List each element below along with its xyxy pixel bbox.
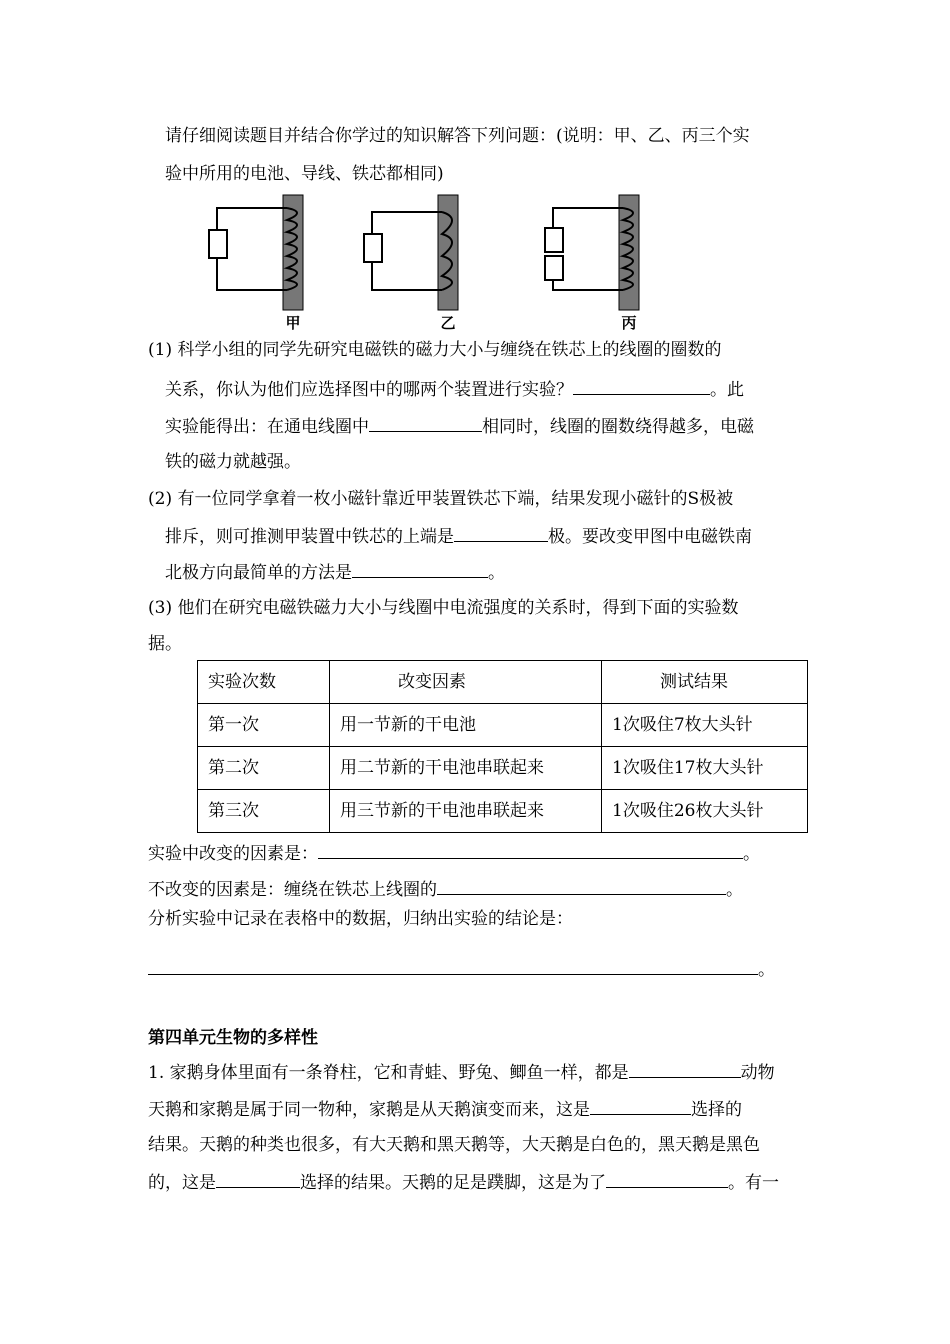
section-title: 第四单元生物的多样性: [148, 1028, 318, 1048]
q1-line-3-text: 实验能得出：在通电线圈中: [165, 417, 369, 437]
unchanged-factor-line: [148, 876, 743, 902]
unit4-line-1-end: 动物: [740, 1063, 775, 1083]
analyze-line: 分析实验中记录在表格中的数据，归纳出实验的结论是：: [148, 909, 573, 929]
q2-line-3: [165, 559, 505, 585]
unit4-line-2-text: 天鹅和家鹅是属于同一物种，家鹅是从天鹅演变而来，这是: [148, 1100, 590, 1120]
label-jia: 甲: [285, 314, 301, 332]
answer-blank[interactable]: [352, 559, 488, 578]
q1-line-2: [165, 376, 744, 402]
battery: [209, 230, 227, 258]
line-end: 。: [743, 844, 760, 864]
battery: [545, 228, 563, 252]
table-cell: 用三节新的干电池串联起来: [330, 790, 602, 833]
unchanged-factor-label: 不改变的因素是：缠绕在铁芯上线圈的: [148, 880, 437, 900]
table-header-row: [198, 661, 808, 704]
q2-line-2-text: 排斥，则可推测甲装置中铁芯的上端是: [165, 527, 454, 547]
label-yi: 乙: [440, 314, 456, 332]
answer-blank[interactable]: [606, 1169, 728, 1188]
line-end: 。: [758, 960, 775, 980]
q3-line-1: (3) 他们在研究电磁铁磁力大小与线圈中电流强度的关系时，得到下面的实验数: [148, 598, 739, 618]
q1-line-1: (1) 科学小组的同学先研究电磁铁的磁力大小与缠绕在铁芯上的线圈的圈数的: [148, 340, 722, 360]
q1-line-2-end: 。此: [710, 380, 744, 400]
q1-line-4: 铁的磁力就越强。: [165, 452, 301, 472]
q3-line-2: 据。: [148, 634, 182, 654]
changed-factor-label: 实验中改变的因素是：: [148, 844, 318, 864]
table-cell: 1次吸住17枚大头针: [602, 747, 808, 790]
device-yi: [364, 195, 458, 332]
line-end: 。: [726, 880, 743, 900]
q1-line-3-end: 相同时，线圈的圈数绕得越多，电磁: [482, 417, 754, 437]
answer-blank[interactable]: [590, 1096, 691, 1115]
table-row: [198, 704, 808, 747]
table-cell: 用二节新的干电池串联起来: [330, 747, 602, 790]
unit4-line-4-text: 的，这是: [148, 1173, 216, 1193]
answer-blank[interactable]: [573, 376, 710, 395]
q1-line-2-text: 关系，你认为他们应选择图中的哪两个装置进行实验？: [165, 380, 573, 400]
q2-line-2: [165, 523, 752, 549]
answer-blank[interactable]: [216, 1169, 300, 1188]
intro-line-2: 验中所用的电池、导线、铁芯都相同): [165, 164, 444, 184]
answer-blank[interactable]: [318, 840, 743, 859]
unit4-line-2-end: 选择的: [691, 1100, 742, 1120]
battery: [545, 256, 563, 280]
q2-line-1: (2) 有一位同学拿着一枚小磁针靠近甲装置铁芯下端，结果发现小磁针的S极被: [148, 489, 734, 509]
table-cell: 1次吸住26枚大头针: [602, 790, 808, 833]
answer-blank[interactable]: [454, 523, 548, 542]
unit4-line-3: 结果。天鹅的种类也很多，有大天鹅和黑天鹅等，大天鹅是白色的，黑天鹅是黑色: [148, 1135, 760, 1155]
electromagnet-diagram: [195, 190, 675, 335]
answer-blank[interactable]: [629, 1059, 741, 1078]
table-header-cell: 实验次数: [198, 661, 330, 704]
q2-line-2-end: 极。要改变甲图中电磁铁南: [548, 527, 752, 547]
changed-factor-line: [148, 840, 760, 866]
device-jia: [209, 195, 303, 332]
q1-line-3: [165, 413, 754, 439]
battery: [364, 234, 382, 262]
unit4-line-1-text: 1. 家鹅身体里面有一条脊柱，它和青蛙、野兔、鲫鱼一样，都是: [148, 1063, 629, 1083]
q2-line-3-end: 。: [488, 563, 505, 583]
unit4-line-4-mid: 选择的结果。天鹅的足是蹼脚，这是为了: [300, 1173, 606, 1193]
unit4-line-4-end: 。有一: [728, 1173, 779, 1193]
conclusion-line: [148, 956, 775, 982]
answer-blank[interactable]: [437, 876, 726, 895]
q2-line-3-text: 北极方向最简单的方法是: [165, 563, 352, 583]
intro-line-1: 请仔细阅读题目并结合你学过的知识解答下列问题：(说明：甲、乙、丙三个实: [165, 126, 750, 146]
device-bing: [545, 195, 639, 332]
unit4-line-4: [148, 1169, 779, 1195]
table-row: [198, 790, 808, 833]
table-cell: 1次吸住7枚大头针: [602, 704, 808, 747]
table-cell: 第二次: [198, 747, 330, 790]
table-cell: 第三次: [198, 790, 330, 833]
table-header-cell: 改变因素: [330, 661, 602, 704]
table-cell: 用一节新的干电池: [330, 704, 602, 747]
unit4-line-2: [148, 1096, 742, 1122]
unit4-line-1: [148, 1059, 775, 1085]
experiment-table: [197, 660, 808, 833]
table-row: [198, 747, 808, 790]
table-header-cell: 测试结果: [602, 661, 808, 704]
answer-blank[interactable]: [148, 956, 758, 975]
answer-blank[interactable]: [369, 413, 482, 432]
label-bing: 丙: [621, 314, 637, 332]
table-cell: 第一次: [198, 704, 330, 747]
